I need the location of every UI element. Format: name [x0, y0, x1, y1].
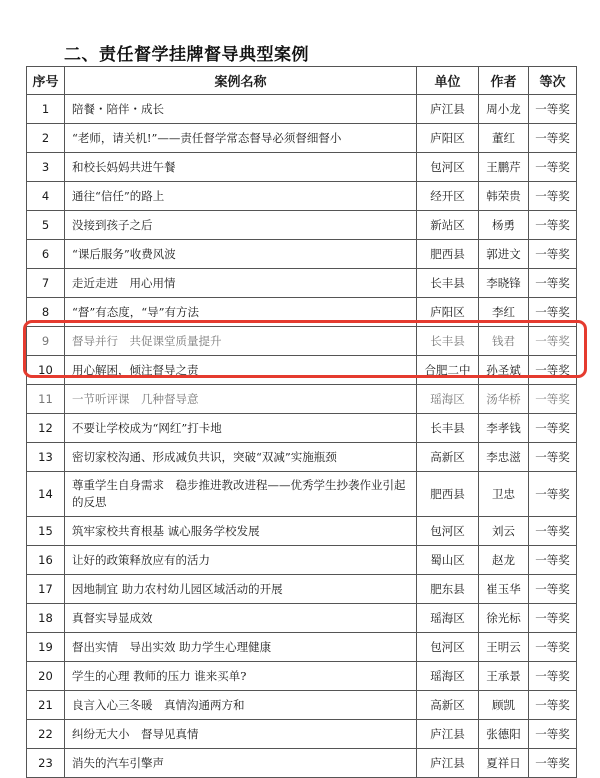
cell-case-name: “督”有态度，“导”有方法 — [65, 298, 417, 327]
cell-number: 4 — [27, 182, 65, 211]
cell-unit: 庐江县 — [417, 95, 479, 124]
cell-unit: 庐阳区 — [417, 124, 479, 153]
cell-unit: 瑶海区 — [417, 385, 479, 414]
cell-case-name: 纠纷无大小 督导见真情 — [65, 720, 417, 749]
cell-unit: 长丰县 — [417, 327, 479, 356]
table-row — [27, 385, 577, 414]
cell-number: 15 — [27, 517, 65, 546]
cell-award: 一等奖 — [529, 662, 577, 691]
table-row — [27, 662, 577, 691]
cell-award: 一等奖 — [529, 517, 577, 546]
table-row — [27, 575, 577, 604]
cell-award: 一等奖 — [529, 414, 577, 443]
cell-award: 一等奖 — [529, 749, 577, 778]
column-header-unit: 单位 — [417, 67, 479, 95]
cell-case-name: 密切家校沟通、形成减负共识，突破“双减”实施瓶颈 — [65, 443, 417, 472]
cell-number: 2 — [27, 124, 65, 153]
cell-unit: 包河区 — [417, 153, 479, 182]
cell-unit: 合肥二中 — [417, 356, 479, 385]
cell-author: 夏祥日 — [479, 749, 529, 778]
table-row — [27, 749, 577, 778]
cell-author: 郭进文 — [479, 240, 529, 269]
cell-author: 孙圣斌 — [479, 356, 529, 385]
cell-award: 一等奖 — [529, 356, 577, 385]
cell-unit: 肥西县 — [417, 240, 479, 269]
cell-number: 21 — [27, 691, 65, 720]
cell-number: 23 — [27, 749, 65, 778]
cell-award: 一等奖 — [529, 298, 577, 327]
cell-author: 刘云 — [479, 517, 529, 546]
cell-author: 韩荣贵 — [479, 182, 529, 211]
cell-author: 李红 — [479, 298, 529, 327]
cell-case-name: 督导并行 共促课堂质量提升 — [65, 327, 417, 356]
cell-unit: 经开区 — [417, 182, 479, 211]
cell-author: 王明云 — [479, 633, 529, 662]
cell-number: 7 — [27, 269, 65, 298]
cell-award: 一等奖 — [529, 240, 577, 269]
cell-award: 一等奖 — [529, 124, 577, 153]
table-row — [27, 356, 577, 385]
cell-case-name: 消失的汽车引擎声 — [65, 749, 417, 778]
cell-number: 6 — [27, 240, 65, 269]
cell-author: 李晓锋 — [479, 269, 529, 298]
cell-unit: 瑶海区 — [417, 662, 479, 691]
table-row — [27, 414, 577, 443]
cell-unit: 肥西县 — [417, 472, 479, 517]
table-body — [27, 95, 577, 778]
cell-award: 一等奖 — [529, 720, 577, 749]
cell-number: 9 — [27, 327, 65, 356]
cell-case-name: “课后服务”收费风波 — [65, 240, 417, 269]
cell-case-name: 让好的政策释放应有的活力 — [65, 546, 417, 575]
table-header-row — [27, 67, 577, 95]
cell-award: 一等奖 — [529, 575, 577, 604]
cell-number: 16 — [27, 546, 65, 575]
cell-number: 12 — [27, 414, 65, 443]
table-row — [27, 240, 577, 269]
cell-number: 11 — [27, 385, 65, 414]
cell-award: 一等奖 — [529, 546, 577, 575]
cell-award: 一等奖 — [529, 269, 577, 298]
cell-award: 一等奖 — [529, 182, 577, 211]
table-row — [27, 517, 577, 546]
cell-number: 18 — [27, 604, 65, 633]
cell-author: 钱君 — [479, 327, 529, 356]
cell-award: 一等奖 — [529, 95, 577, 124]
cell-case-name: “老师，请关机!”——责任督学常态督导必须督细督小 — [65, 124, 417, 153]
table-row — [27, 124, 577, 153]
cell-author: 顾凯 — [479, 691, 529, 720]
cell-author: 徐光标 — [479, 604, 529, 633]
cell-case-name: 督出实情 导出实效 助力学生心理健康 — [65, 633, 417, 662]
cell-award: 一等奖 — [529, 604, 577, 633]
cell-author: 崔玉华 — [479, 575, 529, 604]
cell-unit: 蜀山区 — [417, 546, 479, 575]
column-header-award: 等次 — [529, 67, 577, 95]
cell-number: 22 — [27, 720, 65, 749]
table-row — [27, 327, 577, 356]
cell-award: 一等奖 — [529, 211, 577, 240]
cell-case-name: 走近走进 用心用情 — [65, 269, 417, 298]
cell-case-name: 因地制宜 助力农村幼儿园区域活动的开展 — [65, 575, 417, 604]
table-row — [27, 298, 577, 327]
cell-case-name: 用心解困，倾注督导之责 — [65, 356, 417, 385]
cell-case-name: 一节听评课 几种督导意 — [65, 385, 417, 414]
cell-number: 1 — [27, 95, 65, 124]
cell-case-name: 良言入心三冬暖 真情沟通两方和 — [65, 691, 417, 720]
cell-case-name: 尊重学生自身需求 稳步推进教改进程——优秀学生抄袭作业引起的反思 — [65, 472, 417, 517]
cell-unit: 新站区 — [417, 211, 479, 240]
table-row — [27, 691, 577, 720]
table-row — [27, 546, 577, 575]
cell-number: 10 — [27, 356, 65, 385]
cell-unit: 高新区 — [417, 443, 479, 472]
cell-award: 一等奖 — [529, 153, 577, 182]
table-row — [27, 95, 577, 124]
cell-number: 20 — [27, 662, 65, 691]
table-row — [27, 269, 577, 298]
cell-award: 一等奖 — [529, 691, 577, 720]
cell-unit: 庐阳区 — [417, 298, 479, 327]
cell-author: 董红 — [479, 124, 529, 153]
cell-author: 卫忠 — [479, 472, 529, 517]
section-heading: 二、责任督学挂牌督导典型案例 — [64, 45, 309, 65]
cell-number: 13 — [27, 443, 65, 472]
cell-author: 王承景 — [479, 662, 529, 691]
table-row — [27, 720, 577, 749]
cell-award: 一等奖 — [529, 385, 577, 414]
cell-case-name: 真督实导显成效 — [65, 604, 417, 633]
cell-author: 周小龙 — [479, 95, 529, 124]
table-row — [27, 604, 577, 633]
cell-number: 19 — [27, 633, 65, 662]
cell-unit: 包河区 — [417, 633, 479, 662]
cell-award: 一等奖 — [529, 633, 577, 662]
cell-unit: 长丰县 — [417, 414, 479, 443]
cell-case-name: 不要让学校成为“网红”打卡地 — [65, 414, 417, 443]
cell-author: 杨勇 — [479, 211, 529, 240]
table-row — [27, 153, 577, 182]
cell-author: 李忠滋 — [479, 443, 529, 472]
cell-number: 14 — [27, 472, 65, 517]
table-row — [27, 443, 577, 472]
table-row — [27, 182, 577, 211]
cell-unit: 瑶海区 — [417, 604, 479, 633]
cell-number: 17 — [27, 575, 65, 604]
table-row — [27, 211, 577, 240]
cell-number: 5 — [27, 211, 65, 240]
cell-award: 一等奖 — [529, 327, 577, 356]
cell-number: 8 — [27, 298, 65, 327]
cell-award: 一等奖 — [529, 443, 577, 472]
cell-case-name: 学生的心理 教师的压力 谁来买单? — [65, 662, 417, 691]
cell-case-name: 和校长妈妈共进午餐 — [65, 153, 417, 182]
cell-case-name: 没接到孩子之后 — [65, 211, 417, 240]
column-header-author: 作者 — [479, 67, 529, 95]
cell-author: 王鹏芹 — [479, 153, 529, 182]
award-table — [26, 66, 577, 778]
cell-author: 赵龙 — [479, 546, 529, 575]
cell-author: 李孝钱 — [479, 414, 529, 443]
cell-award: 一等奖 — [529, 472, 577, 517]
table-row — [27, 633, 577, 662]
cell-unit: 庐江县 — [417, 720, 479, 749]
column-header-number: 序号 — [27, 67, 65, 95]
cell-number: 3 — [27, 153, 65, 182]
cell-unit: 长丰县 — [417, 269, 479, 298]
cell-author: 张德阳 — [479, 720, 529, 749]
cell-case-name: 陪餐・陪伴・成长 — [65, 95, 417, 124]
cell-unit: 包河区 — [417, 517, 479, 546]
cell-author: 汤华桥 — [479, 385, 529, 414]
cell-case-name: 通往“信任”的路上 — [65, 182, 417, 211]
cell-unit: 庐江县 — [417, 749, 479, 778]
cell-unit: 肥东县 — [417, 575, 479, 604]
column-header-case-name: 案例名称 — [65, 67, 417, 95]
cell-case-name: 筑牢家校共育根基 诚心服务学校发展 — [65, 517, 417, 546]
cell-unit: 高新区 — [417, 691, 479, 720]
table-row — [27, 472, 577, 517]
